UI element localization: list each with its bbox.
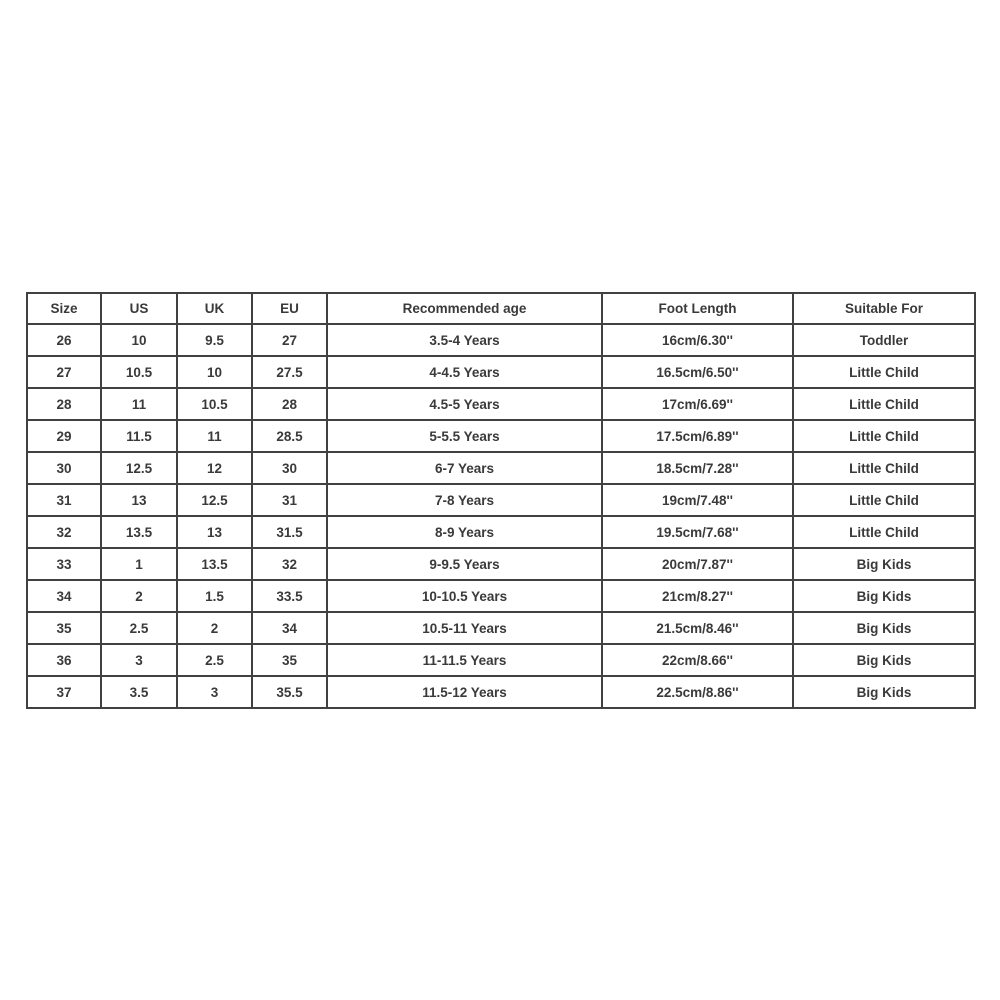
cell-eu: 31 bbox=[252, 484, 327, 516]
cell-recommended-age: 11-11.5 Years bbox=[327, 644, 602, 676]
cell-uk: 12 bbox=[177, 452, 252, 484]
cell-us: 13.5 bbox=[101, 516, 177, 548]
column-header-suitable-for: Suitable For bbox=[793, 293, 975, 324]
column-header-us: US bbox=[101, 293, 177, 324]
cell-recommended-age: 4.5-5 Years bbox=[327, 388, 602, 420]
cell-size: 33 bbox=[27, 548, 101, 580]
cell-foot-length: 17.5cm/6.89'' bbox=[602, 420, 793, 452]
cell-uk: 10 bbox=[177, 356, 252, 388]
cell-suitable-for: Little Child bbox=[793, 484, 975, 516]
cell-foot-length: 22cm/8.66'' bbox=[602, 644, 793, 676]
table-row bbox=[27, 420, 975, 452]
table-row bbox=[27, 644, 975, 676]
table-row bbox=[27, 484, 975, 516]
cell-size: 29 bbox=[27, 420, 101, 452]
cell-recommended-age: 11.5-12 Years bbox=[327, 676, 602, 708]
cell-recommended-age: 5-5.5 Years bbox=[327, 420, 602, 452]
cell-size: 27 bbox=[27, 356, 101, 388]
cell-eu: 34 bbox=[252, 612, 327, 644]
cell-size: 34 bbox=[27, 580, 101, 612]
cell-uk: 12.5 bbox=[177, 484, 252, 516]
cell-size: 32 bbox=[27, 516, 101, 548]
cell-recommended-age: 3.5-4 Years bbox=[327, 324, 602, 356]
table-row bbox=[27, 516, 975, 548]
cell-suitable-for: Little Child bbox=[793, 356, 975, 388]
table-row bbox=[27, 580, 975, 612]
cell-foot-length: 17cm/6.69'' bbox=[602, 388, 793, 420]
table-row bbox=[27, 324, 975, 356]
table-row bbox=[27, 612, 975, 644]
cell-us: 2 bbox=[101, 580, 177, 612]
cell-foot-length: 18.5cm/7.28'' bbox=[602, 452, 793, 484]
cell-foot-length: 21cm/8.27'' bbox=[602, 580, 793, 612]
table-row bbox=[27, 388, 975, 420]
table-body bbox=[27, 324, 975, 708]
column-header-eu: EU bbox=[252, 293, 327, 324]
cell-uk: 9.5 bbox=[177, 324, 252, 356]
cell-uk: 1.5 bbox=[177, 580, 252, 612]
cell-eu: 30 bbox=[252, 452, 327, 484]
cell-suitable-for: Big Kids bbox=[793, 580, 975, 612]
cell-suitable-for: Little Child bbox=[793, 420, 975, 452]
cell-recommended-age: 4-4.5 Years bbox=[327, 356, 602, 388]
cell-suitable-for: Big Kids bbox=[793, 644, 975, 676]
cell-size: 28 bbox=[27, 388, 101, 420]
cell-us: 11.5 bbox=[101, 420, 177, 452]
cell-eu: 31.5 bbox=[252, 516, 327, 548]
cell-eu: 27 bbox=[252, 324, 327, 356]
cell-suitable-for: Little Child bbox=[793, 516, 975, 548]
cell-foot-length: 20cm/7.87'' bbox=[602, 548, 793, 580]
cell-size: 37 bbox=[27, 676, 101, 708]
cell-suitable-for: Little Child bbox=[793, 452, 975, 484]
shoe-size-chart-table bbox=[26, 292, 976, 709]
cell-us: 2.5 bbox=[101, 612, 177, 644]
cell-us: 12.5 bbox=[101, 452, 177, 484]
cell-suitable-for: Little Child bbox=[793, 388, 975, 420]
cell-recommended-age: 10-10.5 Years bbox=[327, 580, 602, 612]
table-header bbox=[27, 293, 975, 324]
cell-foot-length: 19cm/7.48'' bbox=[602, 484, 793, 516]
table-row bbox=[27, 548, 975, 580]
table-row bbox=[27, 356, 975, 388]
cell-uk: 3 bbox=[177, 676, 252, 708]
cell-us: 11 bbox=[101, 388, 177, 420]
cell-suitable-for: Big Kids bbox=[793, 612, 975, 644]
column-header-recommended-age: Recommended age bbox=[327, 293, 602, 324]
cell-us: 3.5 bbox=[101, 676, 177, 708]
cell-suitable-for: Big Kids bbox=[793, 548, 975, 580]
cell-size: 36 bbox=[27, 644, 101, 676]
cell-foot-length: 16cm/6.30'' bbox=[602, 324, 793, 356]
cell-eu: 32 bbox=[252, 548, 327, 580]
cell-eu: 28 bbox=[252, 388, 327, 420]
cell-recommended-age: 8-9 Years bbox=[327, 516, 602, 548]
cell-recommended-age: 6-7 Years bbox=[327, 452, 602, 484]
cell-us: 3 bbox=[101, 644, 177, 676]
header-row bbox=[27, 293, 975, 324]
cell-eu: 28.5 bbox=[252, 420, 327, 452]
cell-uk: 11 bbox=[177, 420, 252, 452]
cell-uk: 13.5 bbox=[177, 548, 252, 580]
cell-uk: 2 bbox=[177, 612, 252, 644]
cell-uk: 10.5 bbox=[177, 388, 252, 420]
cell-eu: 27.5 bbox=[252, 356, 327, 388]
cell-uk: 2.5 bbox=[177, 644, 252, 676]
column-header-size: Size bbox=[27, 293, 101, 324]
cell-us: 1 bbox=[101, 548, 177, 580]
cell-us: 13 bbox=[101, 484, 177, 516]
cell-foot-length: 22.5cm/8.86'' bbox=[602, 676, 793, 708]
cell-eu: 35.5 bbox=[252, 676, 327, 708]
column-header-foot-length: Foot Length bbox=[602, 293, 793, 324]
cell-us: 10.5 bbox=[101, 356, 177, 388]
table-row bbox=[27, 676, 975, 708]
cell-eu: 33.5 bbox=[252, 580, 327, 612]
cell-recommended-age: 7-8 Years bbox=[327, 484, 602, 516]
cell-suitable-for: Big Kids bbox=[793, 676, 975, 708]
column-header-uk: UK bbox=[177, 293, 252, 324]
cell-size: 26 bbox=[27, 324, 101, 356]
cell-size: 30 bbox=[27, 452, 101, 484]
cell-foot-length: 21.5cm/8.46'' bbox=[602, 612, 793, 644]
table-row bbox=[27, 452, 975, 484]
cell-suitable-for: Toddler bbox=[793, 324, 975, 356]
cell-uk: 13 bbox=[177, 516, 252, 548]
cell-us: 10 bbox=[101, 324, 177, 356]
cell-foot-length: 16.5cm/6.50'' bbox=[602, 356, 793, 388]
cell-size: 31 bbox=[27, 484, 101, 516]
cell-size: 35 bbox=[27, 612, 101, 644]
cell-recommended-age: 9-9.5 Years bbox=[327, 548, 602, 580]
cell-foot-length: 19.5cm/7.68'' bbox=[602, 516, 793, 548]
cell-eu: 35 bbox=[252, 644, 327, 676]
cell-recommended-age: 10.5-11 Years bbox=[327, 612, 602, 644]
